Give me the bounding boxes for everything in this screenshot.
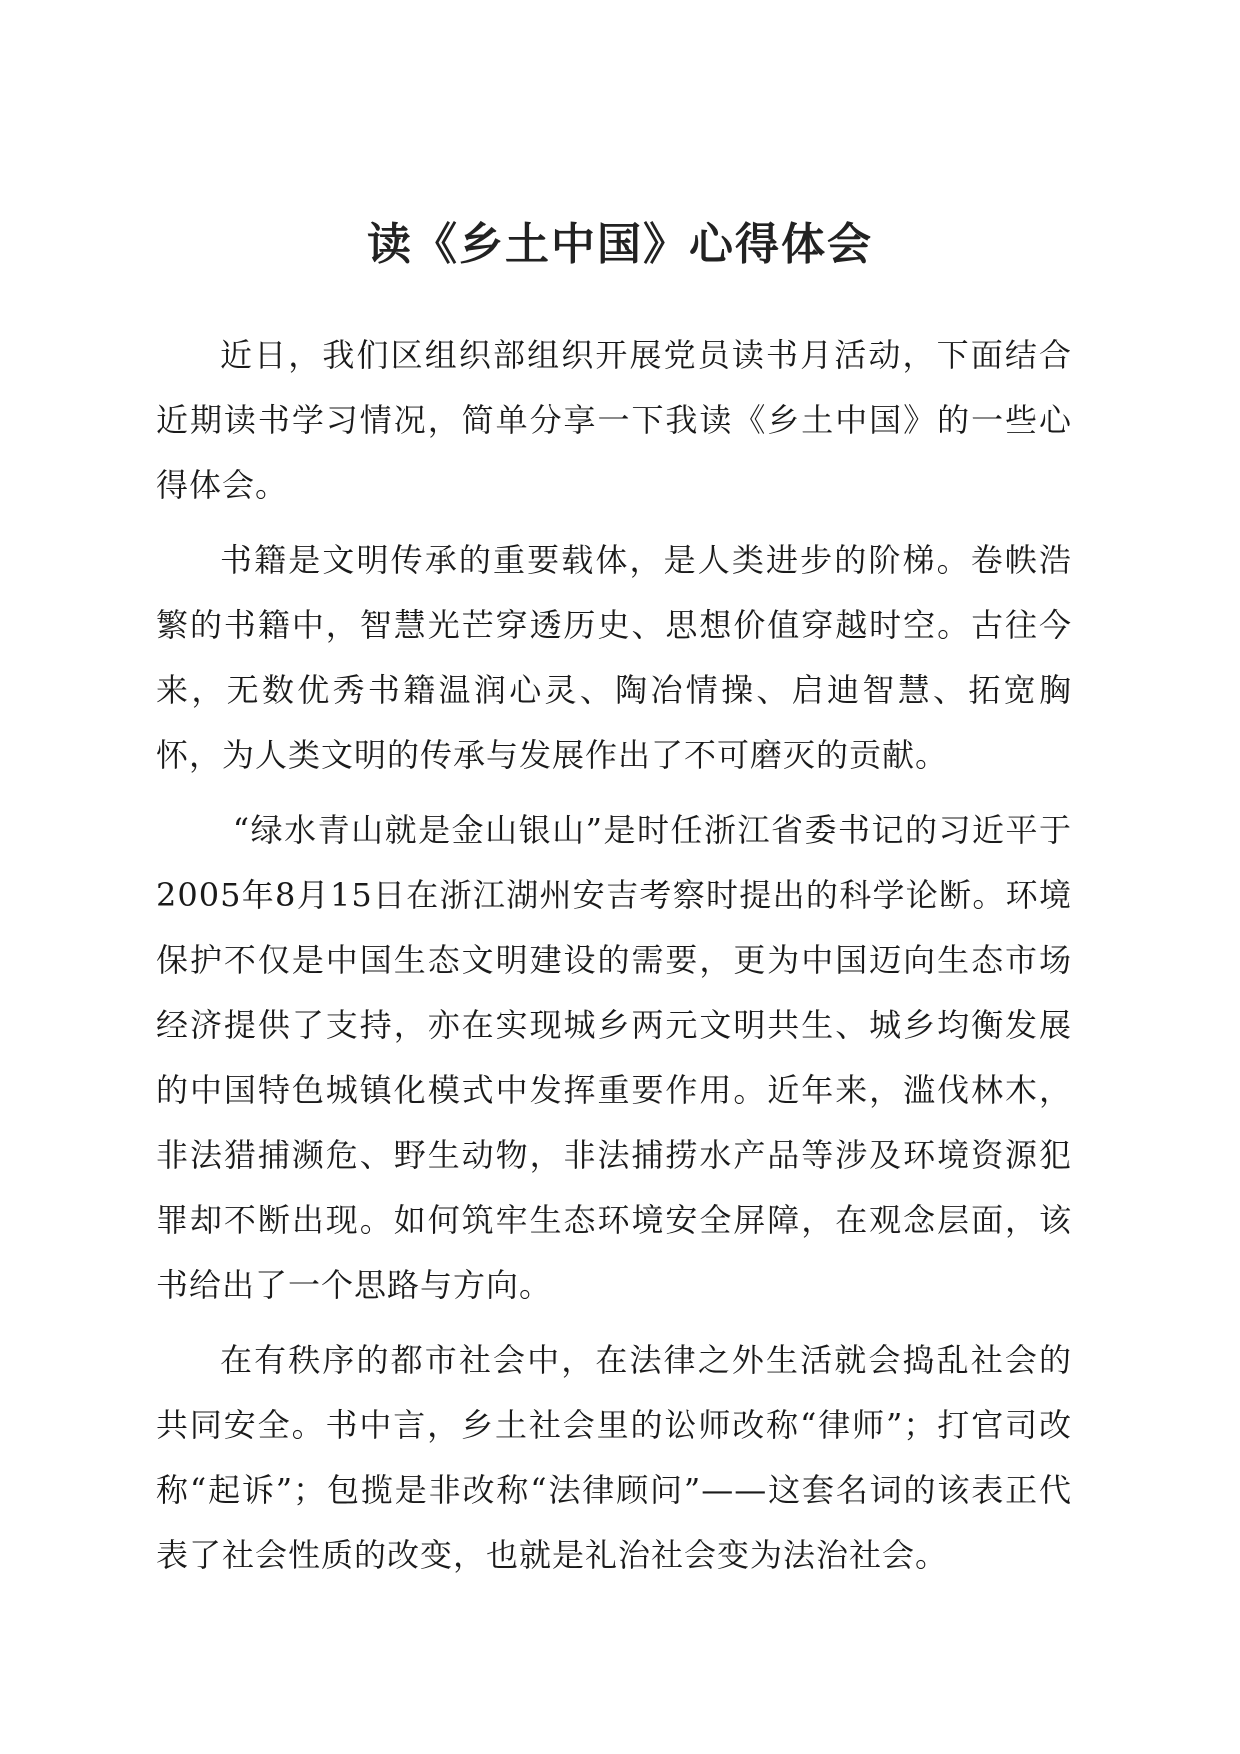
paragraph-law: 在有秩序的都市社会中，在法律之外生活就会捣乱社会的共同安全。书中言，乡土社会里的讼师改称“律师”；打官司改称“起诉”；包揽是非改称“法律顾问”——这套名词的该表正代表了社会性质的改变，也就是礼治社会变为法治社会。	[156, 1341, 1072, 1574]
paragraph-books: 书籍是文明传承的重要载体，是人类进步的阶梯。卷帙浩繁的书籍中，智慧光芒穿透历史、思想价值穿越时空。古往今来，无数优秀书籍温润心灵、陶冶情操、启迪智慧、拓宽胸怀，为人类文明的传承与发展作出了不可磨灭的贡献。	[156, 541, 1072, 774]
paragraph-environment: “绿水青山就是金山银山”是时任浙江省委书记的习近平于2005年8月15日在浙江湖州安吉考察时提出的科学论断。环境保护不仅是中国生态文明建设的需要，更为中国迈向生态市场经济提供了支持，亦在实现城乡两元文明共生、城乡均衡发展的中国特色城镇化模式中发挥重要作用。近年来，滥伐林木，非法猎捕濒危、野生动物，非法捕捞水产品等涉及环境资源犯罪却不断出现。如何筑牢生态环境安全屏障，在观念层面，该书给出了一个思路与方向。	[156, 811, 1072, 1304]
paragraph-intro: 近日，我们区组织部组织开展党员读书月活动，下面结合近期读书学习情况，简单分享一下我读《乡土中国》的一些心得体会。	[156, 336, 1072, 504]
document-body	[156, 323, 1072, 1598]
document-title: 读《乡土中国》心得体会	[367, 219, 873, 270]
